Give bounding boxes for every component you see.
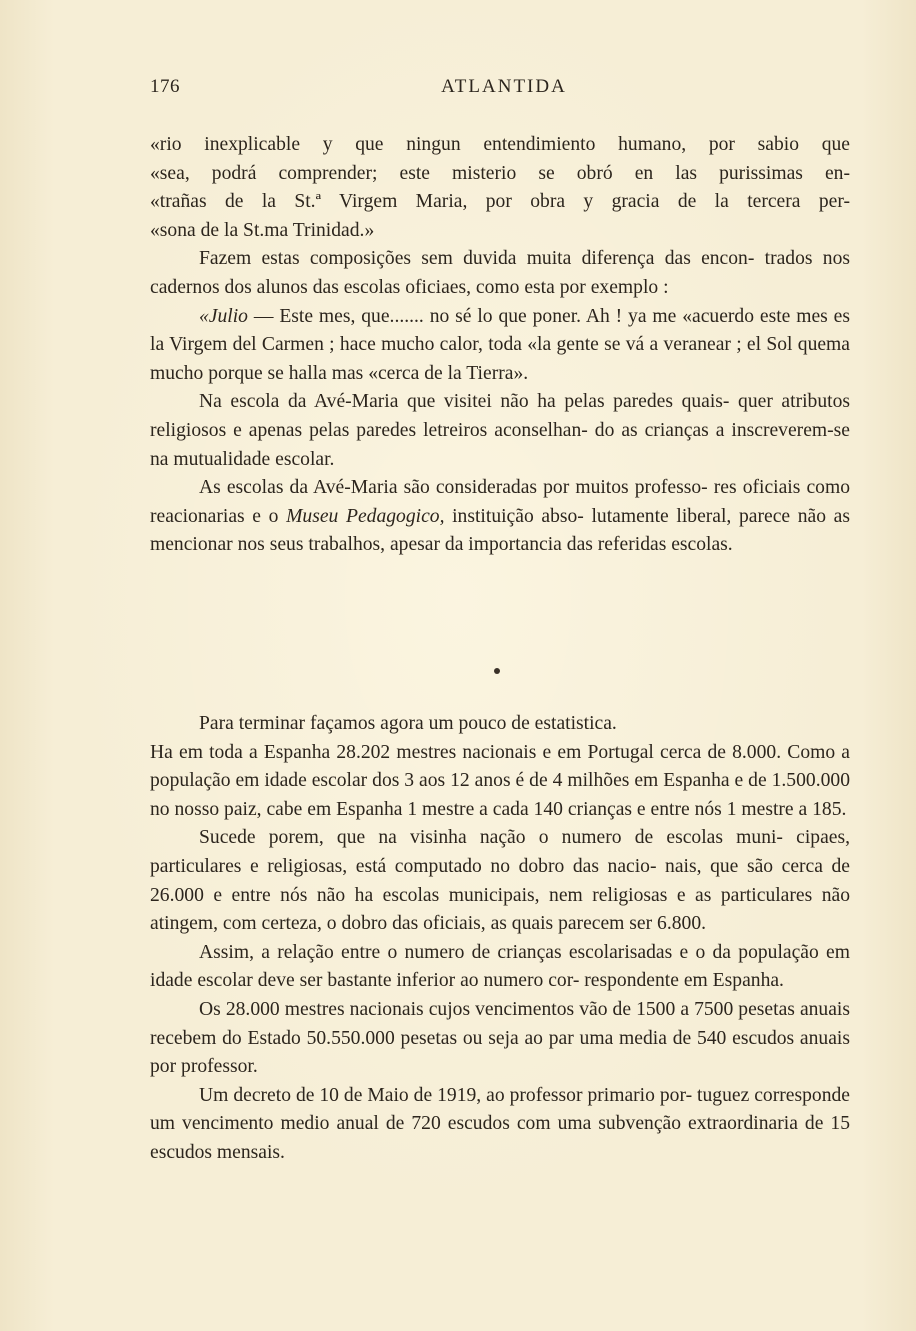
julio-label: «Julio <box>199 305 248 327</box>
paragraph: Os 28.000 mestres nacionais cujos vencimentos vão de 1500 a 7500 pesetas anuais recebem do Estado 50.550.000 pesetas ou seja ao par uma media de 540 escudos anuais por professor. <box>150 998 850 1078</box>
julio-text: — Este mes, que....... no sé lo que poner. Ah ! ya me «acuerdo este mes es la Virgem del Carmen ; hace mucho calor, toda «la gente se vá a veranear ; el Sol quema mucho porque se halla mas «cerca de la Tierra». <box>150 305 850 384</box>
text-block-statistics <box>150 710 850 1168</box>
text-block-top <box>150 131 850 560</box>
quote-julio <box>150 303 850 389</box>
page-header <box>150 76 850 106</box>
running-title: ATLANTIDA <box>441 76 567 97</box>
paragraph-text: instituição abso- lutamente liberal, parece não as mencionar nos seus trabalhos, apesar da importancia das referidas escolas. <box>150 505 850 556</box>
paragraph-intro: Para terminar façamos agora um pouco de estatistica. <box>199 713 617 734</box>
quote-line-last: «sona de la St.ma Trinidad.» <box>150 219 375 241</box>
quote-line: «trañas de la St.ª Virgem Maria, por obra y gracia de la tercera per- <box>150 191 850 213</box>
paragraph: Assim, a relação entre o numero de crianças escolarisadas e o da população em idade escolar deve ser bastante inferior ao numero cor- respondente em Espanha. <box>150 941 850 992</box>
quote-line: «rio inexplicable y que ningun entendimiento humano, por sabio que <box>150 134 850 155</box>
paragraph: Na escola da Avé-Maria que visitei não ha pelas paredes quais- quer atributos religiosos e apenas pelas paredes letreiros aconselhan- do as crianças a inscreverem-se na mutualidade escolar. <box>150 391 850 470</box>
paragraph: Sucede porem, que na visinha nação o numero de escolas muni- cipaes, particulares e religiosas, está computado no dobro das nacio- nais, que são cerca de 26.000 e entre nós não ha escolas municipais, nem religiosas e as particulares não atingem, com certeza, o dobro das oficiais, as quais parecem ser 6.800. <box>150 827 850 935</box>
italic-title: Museu Pedagogico, <box>286 505 445 527</box>
section-separator-dot <box>494 668 500 674</box>
paragraph-text: As escolas da Avé-Maria são consideradas por muitos professo- res oficiais como reacionarias e o <box>150 477 850 527</box>
quote-line: «sea, podrá comprender; este misterio se obró en las purissimas en- <box>150 162 850 184</box>
paragraph: Fazem estas composições sem duvida muita diferença das encon- trados nos cadernos dos alunos das escolas oficiaes, como esta por exemplo : <box>150 248 850 298</box>
paragraph: Um decreto de 10 de Maio de 1919, ao professor primario por- tuguez corresponde um vencimento medio anual de 720 escudos com uma subvenção extraordinaria de 15 escudos mensais. <box>150 1084 850 1163</box>
paragraph <box>150 474 850 560</box>
page-number: 176 <box>150 76 180 97</box>
paragraph: Ha em toda a Espanha 28.202 mestres nacionais e em Portugal cerca de 8.000. Como a população em idade escolar dos 3 aos 12 anos é de 4 milhões em Espanha e de 1.500.000 no nosso paiz, cabe em Espanha 1 mestre a cada 140 crianças e entre nós 1 mestre a 185. <box>150 741 850 820</box>
